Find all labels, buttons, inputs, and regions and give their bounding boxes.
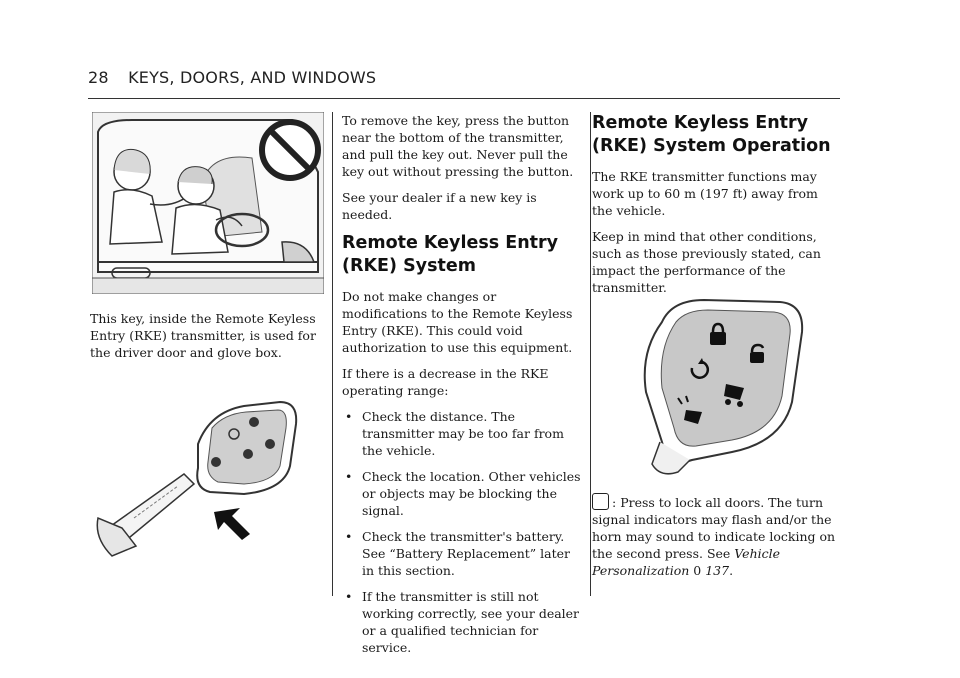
- bullet-item: • If the transmitter is still not working correctly, see your dealer or a qualified technician for service.: [345, 589, 580, 655]
- header-rule: [88, 98, 840, 99]
- lock-icon: [592, 493, 609, 510]
- modifications-paragraph: Do not make changes or modifications to the Remote Keyless Entry (RKE). This could void authorization to use this equipment.: [342, 289, 573, 355]
- bullet-item: • Check the location. Other vehicles or objects may be blocking the signal.: [345, 469, 581, 518]
- section-title: KEYS, DOORS, AND WINDOWS: [128, 68, 377, 87]
- conditions-paragraph: Keep in mind that other conditions, such as those previously stated, can impact the performance of the transmitter.: [592, 229, 821, 295]
- key-fob-illustration: [632, 292, 812, 484]
- lock-description: : Press to lock all doors. The turn signal indicators may flash and/or the horn may sound to indicate locking on the second press. See Vehicle Personalization 0 137.: [592, 495, 836, 578]
- page-number: 28: [88, 68, 109, 87]
- bullet-item: • Check the transmitter's battery. See “Battery Replacement” later in this section.: [345, 529, 571, 578]
- column-divider-2: [590, 112, 591, 596]
- remove-key-paragraph: To remove the key, press the button near the bottom of the transmitter, and pull the key out. Never pull the key out without pressing the button.: [342, 113, 574, 179]
- bullet-dot: •: [345, 529, 353, 544]
- key-caption: This key, inside the Remote Keyless Entry (RKE) transmitter, is used for the driver door and glove box.: [90, 311, 316, 360]
- range-decrease-paragraph: If there is a decrease in the RKE operating range:: [342, 366, 549, 398]
- bullet-dot: •: [345, 469, 353, 484]
- page-header: [88, 68, 376, 87]
- column-3-text: [592, 104, 842, 305]
- bullet-dot: •: [345, 589, 353, 604]
- column-2-text: [342, 112, 582, 665]
- page-ref-arrow: 0: [693, 563, 702, 578]
- dealer-paragraph: See your dealer if a new key is needed.: [342, 190, 537, 222]
- column-1-text: [90, 310, 326, 370]
- key-removal-illustration: [94, 388, 326, 568]
- bullet-item: • Check the distance. The transmitter may be too far from the vehicle.: [345, 409, 564, 458]
- range-paragraph: The RKE transmitter functions may work up to 60 m (197 ft) away from the vehicle.: [592, 169, 818, 218]
- page-ref-number: 137: [701, 563, 730, 578]
- children-in-car-illustration: [92, 112, 324, 298]
- personalization-link[interactable]: Vehicle Personalization: [592, 546, 781, 578]
- bullet-dot: •: [345, 409, 353, 424]
- column-divider-1: [332, 112, 333, 596]
- rke-system-heading: Remote Keyless Entry (RKE) System: [342, 233, 559, 276]
- rke-operation-heading: Remote Keyless Entry (RKE) System Operation: [592, 113, 831, 156]
